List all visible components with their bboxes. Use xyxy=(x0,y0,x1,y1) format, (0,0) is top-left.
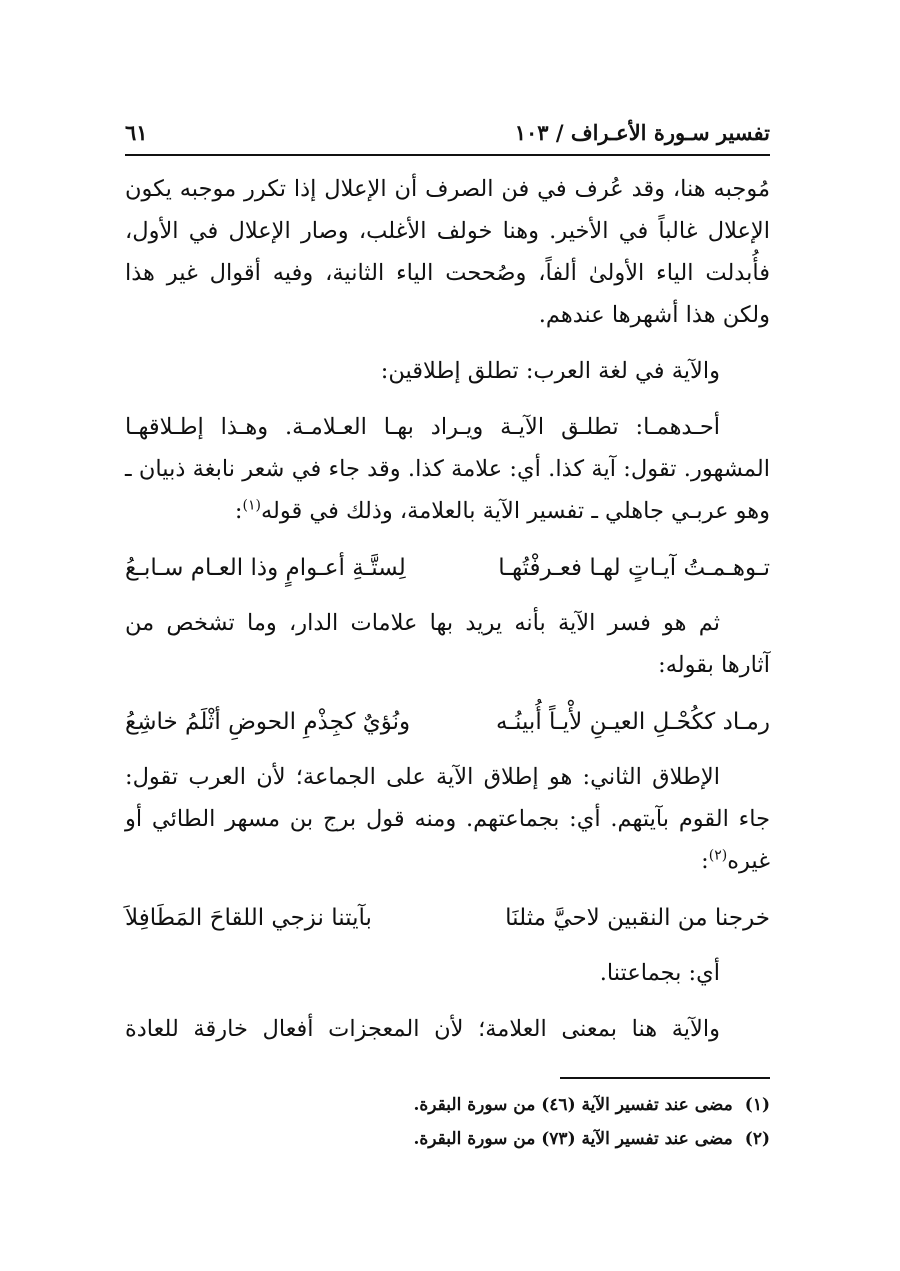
paragraph-6: أي: بجماعتنا. xyxy=(599,960,720,986)
running-header xyxy=(125,112,770,152)
footnotes xyxy=(125,1088,770,1156)
verse-2-first-hemistich: رمـاد ككُحْـلِ العيـنِ لأْيـاً أُبينُـه xyxy=(495,709,770,735)
paragraph-3-text: أحـدهمـا: تطلـق الآيـة ويـراد بهـا العـلامـة. وهـذا إطـلاقهـا المشهور. تقول: آية كذا. أي: علامة كذا. وقد جاء في شعر نابغة ذبيان ـ وهو عربـي جاهلي ـ تفسير الآية بالعلامة، وذلك في قوله xyxy=(125,414,770,524)
paragraph-3-colon: : xyxy=(234,498,243,524)
paragraph-7: والآية هنا بمعنى العلامة؛ لأن المعجزات أفعال خارقة للعادة xyxy=(125,1016,720,1042)
header-divider xyxy=(125,154,770,156)
footnote-1-text: مضى عند تفسير الآية (٤٦) من سورة البقرة. xyxy=(413,1095,733,1115)
verse-1-second-hemistich: لِستَّـةِ أعـوامٍ وذا العـام سـابـعُ xyxy=(125,555,406,581)
verse-1-first-hemistich: تـوهـمـتُ آيـاتٍ لهـا فعـرفْتُهـا xyxy=(498,555,770,581)
paragraph-5-colon: : xyxy=(701,848,709,874)
header-title: تفسير سـورة الأعـراف / ١٠٣ xyxy=(514,119,770,145)
footnote-1 xyxy=(125,1088,770,1122)
verse-2-second-hemistich: ونُؤيٌ كجِذْمِ الحوضِ أثْلَمُ خاشِعُ xyxy=(125,709,411,735)
footnote-1-number: (١) xyxy=(744,1095,770,1115)
footnote-ref-1: (١) xyxy=(242,497,261,514)
main-text xyxy=(125,168,770,1064)
verse-3 xyxy=(125,896,770,940)
verse-1 xyxy=(125,546,770,590)
page-number: ٦١ xyxy=(125,119,148,145)
footnote-ref-2: (٢) xyxy=(708,847,728,864)
verse-2 xyxy=(125,700,770,744)
footnote-2-text: مضى عند تفسير الآية (٧٣) من سورة البقرة. xyxy=(413,1129,733,1149)
footnote-2-number: (٢) xyxy=(744,1129,770,1149)
paragraph-4: ثم هو فسر الآية بأنه يريد بها علامات الدار، وما تشخص من آثارها بقوله: xyxy=(125,610,770,678)
paragraph-5-text: الإطلاق الثاني: هو إطلاق الآية على الجماعة؛ لأن العرب تقول: جاء القوم بآيتهم. أي: بجماعتهم. ومنه قول برج بن مسهر الطائي أو غيره xyxy=(125,764,770,874)
verse-3-first-hemistich: خرجنا من النقبين لاحيَّ مثلنَا xyxy=(505,905,770,931)
verse-3-second-hemistich: بآيتنا نزجي اللقاحَ المَطَافِلاَ xyxy=(125,905,372,931)
footnote-divider xyxy=(560,1077,770,1079)
paragraph-2: والآية في لغة العرب: تطلق إطلاقين: xyxy=(380,358,720,384)
paragraph-3 xyxy=(125,406,770,532)
paragraph-1: مُوجبه هنا، وقد عُرف في فن الصرف أن الإعلال إذا تكرر موجبه يكون الإعلال غالباً في الأخير. وهنا خولف الأغلب، وصار الإعلال في الأول، فأُبدلت الياء الأولىٰ ألفاً، وصُححت الياء الثانية، وفيه أقوال غير هذا ولكن هذا أشهرها عندهم. xyxy=(125,176,770,328)
paragraph-5 xyxy=(125,756,770,882)
footnote-2 xyxy=(125,1122,770,1156)
